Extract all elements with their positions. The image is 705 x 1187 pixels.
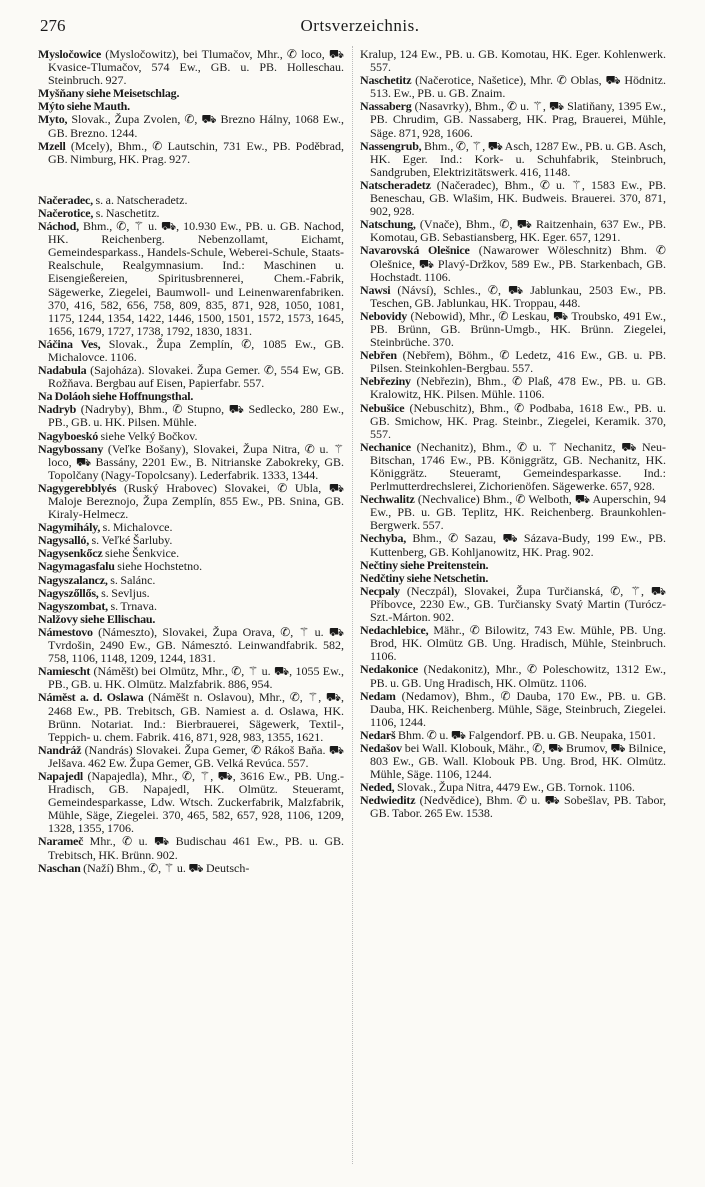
entry-headword: Načeradec,: [38, 192, 93, 207]
entry-text: s. Salánc.: [107, 572, 156, 587]
entry-text: (Mcely), Bhm., ✆ Lautschin, 731 Ew., PB. Poděbrad, GB. Nimburg, HK. Prag. 927.: [48, 138, 344, 166]
entry-headword: Myto,: [38, 112, 68, 127]
entry-headword: Namiescht: [38, 664, 91, 679]
entry-headword: Nedachlebice,: [360, 623, 429, 638]
entry-headword: Nebovidy: [360, 308, 408, 323]
gazetteer-entry: [38, 338, 344, 364]
entry-headword: Nechwalitz: [360, 492, 415, 507]
entry-headword: Nagyboeskó: [38, 428, 99, 443]
entry-headword: Naschetitz: [360, 73, 412, 88]
entry-text: Mähr., ✆ Bilowitz, 743 Ew. Mühle, PB. Ung. Brod, HK. Olmütz GB. Ung. Hradisch, Mühle, Steinbruch. 1106.: [370, 623, 666, 664]
gazetteer-entry: [360, 310, 666, 349]
entry-headword: Neded,: [360, 780, 395, 795]
entry-headword: Nagyszalancz,: [38, 572, 108, 587]
gazetteer-entry: [360, 663, 666, 689]
entry-text: Bhm., ✆ Sazau, ⛟ Sázava-Budy, 199 Ew., PB. Kuttenberg, GB. Kohljanowitz, HK. Prag. 902.: [370, 531, 666, 559]
gazetteer-entry: [38, 48, 344, 87]
entry-text: (Ruský Hrabovec) Slovakei, ✆ Ubla, ⛟ Maloje Bereznojo, Župa Zemplín, 855 Ew., PB. Snina, GB. Kiraly-Helmecz.: [48, 480, 344, 522]
entry-headword: Na Doláoh siehe Hoffnungsthal.: [38, 389, 194, 404]
entry-headword: Narameč: [38, 834, 84, 849]
entry-text: (Naží) Bhm., ✆, ⚚ u. ⛟ Deutsch-: [80, 860, 250, 875]
entry-headword: Nagymagasfalu: [38, 559, 115, 574]
entry-text: (Nasavrky), Bhm., ✆ u. ⚚, ⛟ Slatiňany, 1395 Ew., PB. Chrudim, GB. Nassaberg, HK. Prag, Brauerei, Mühle, Säge. 871, 928, 1606.: [370, 99, 666, 140]
page-number: 276: [40, 16, 66, 35]
entry-headword: Nalžovy siehe Ellischau.: [38, 611, 156, 626]
entry-headword: Nagyszőllős,: [38, 585, 99, 600]
entry-text: Bhm. ✆ u. ⛟ Falgendorf. PB. u. GB. Neupaka, 1501.: [395, 727, 656, 742]
page-header: [40, 16, 680, 44]
gazetteer-entry: [38, 691, 344, 743]
entry-headword: Navarovská Olešnice: [360, 243, 470, 258]
gazetteer-entry: [38, 626, 344, 665]
entry-text: (Veľke Bošany), Slovakei, Župa Nitra, ✆ u. ⚚ loco, ⛟ Bassány, 2201 Ew., B. Nitrianske Zabokreky, GB. Topolčany (Nagy-Topolcsany). Lederfabrik. 1333, 1344.: [48, 441, 344, 482]
entry-text: Mhr., ✆ u. ⛟ Budischau 461 Ew., PB. u. GB. Trebitsch, HK. Brünn. 902.: [48, 834, 344, 862]
entry-headword: Nedčtiny siehe Netschetin.: [360, 570, 489, 585]
entry-headword: Necpaly: [360, 583, 400, 598]
entry-text: siehe Hochstetno.: [114, 559, 203, 574]
entry-text: Bhm., ✆, ⚚ u. ⛟, 10.930 Ew., PB. u. GB. Nachod, HK. Reichenberg. Nebenzollamt, Eichamt, Gemeindesparkass., Handels-Schule, Weberei-Schule, Staats-Realschule, Realgymnasium. Ind.: Maschinen u. Eisengießereien, Spiritusbrennerei, Chem.-Fabrik, Sägewerke, Ziegelei, Baumwoll- und Leinenwarenfabriken. 370, 416, 582, 656, 758, 809, 835, 871, 928, 1050, 1081, 1175, 1244, 1354, 1422, 1446, 1500, 1501, 1572, 1573, 1645, 1656, 1679, 1727, 1738, 1792, 1830, 1831.: [48, 219, 344, 338]
entry-text: (Napajedla), Mhr., ✆, ⚚, ⛟, 3616 Ew., PB. Ung.-Hradisch, GB. Napajedl, HK. Olmütz. Steueramt, Gemeindesparkasse, Ldw. Wtsch. Zuckerfabrik, Malzfabrik, Mühle, Säge, Ziegelei. 370, 465, 582, 657, 928, 1106, 1209, 1328, 1355, 1706.: [48, 768, 344, 836]
entry-headword: Nedakonice: [360, 662, 419, 677]
gazetteer-entry: [360, 441, 666, 493]
entry-headword: Nagymihály,: [38, 520, 101, 535]
entry-text: (Nebuschitz), Bhm., ✆ Podbaba, 1618 Ew., PB. u. GB. Smichow, HK. Prag. Steinbr., Ziegelei, Keramik. 370, 557.: [370, 400, 666, 441]
entry-text: Slovak., Župa Zemplín, ✆, 1085 Ew., GB. Michalovce. 1106.: [48, 336, 344, 364]
gazetteer-entry: [38, 770, 344, 835]
entry-text: (Načerotice, Našetice), Mhr. ✆ Oblas, ⛟ Hödnitz. 513. Ew., PB. u. GB. Znaim.: [370, 73, 666, 101]
entry-headword: Nawsi: [360, 282, 391, 297]
entry-text: s. a. Natscheradetz.: [92, 192, 188, 207]
entry-headword: Nebušice: [360, 400, 405, 415]
entry-headword: Nagysenkőcz: [38, 546, 103, 561]
entry-headword: Nassengrub,: [360, 138, 422, 153]
entry-text: Slovak., Župa Zvolen, ✆, ⛟ Brezno Hálny, 1068 Ew., GB. Brezno. 1244.: [48, 112, 344, 140]
entry-text: (Náměšt) bei Olmütz, Mhr., ✆, ⚚ u. ⛟, 1055 Ew., PB., GB. u. HK. Olmütz. Malzfabrik. 886, 954.: [48, 664, 344, 692]
entry-text: (Nebřem), Böhm., ✆ Ledetz, 416 Ew., GB. u. PB. Pilsen. Steinkohlen-Bergbau. 557.: [370, 348, 666, 376]
entry-headword: Natschung,: [360, 217, 416, 232]
gazetteer-entry: [360, 585, 666, 624]
gazetteer-entry: [360, 532, 666, 558]
gazetteer-entry: [360, 218, 666, 244]
gazetteer-entry: [38, 113, 344, 139]
gazetteer-entry: [360, 690, 666, 729]
gazetteer-entry: [38, 364, 344, 390]
gazetteer-entry: [360, 244, 666, 283]
entry-headword: Naschan: [38, 860, 81, 875]
gazetteer-entry: [360, 794, 666, 820]
right-column: [360, 48, 666, 821]
entry-text: siehe Šenkvice.: [102, 546, 180, 561]
entry-text: (Načeradec), Bhm., ✆ u. ⚚, 1583 Ew., PB. Beneschau, GB. Wlašim, HK. Budweis. Brauerei. 370, 871, 902, 928.: [370, 177, 666, 219]
gazetteer-entry: [360, 375, 666, 401]
entry-text: (Vnače), Bhm., ✆, ⛟ Raitzenhain, 637 Ew., PB. Komotau, GB. Sebastiansberg, HK. Eger. 657, 1291.: [370, 217, 666, 245]
entry-headword: Nedwieditz: [360, 793, 416, 808]
entry-text: s. Michalovce.: [100, 520, 173, 535]
entry-headword: Nechyba,: [360, 531, 407, 546]
entry-text: (Náměšt n. Oslavou), Mhr., ✆, ⚚, ⛟, 2468 Ew., PB. Trebitsch, GB. Namiest a. d. Oslawa, HK. Brünn. Notariat. Ind.: Bierbrauerei, Sägewerk, Textil-, Teppich- u. chem. Fabrik. 416, 871, 928, 983, 1355, 1621.: [48, 690, 344, 744]
entry-headword: Nechanice: [360, 439, 411, 454]
entry-headword: Nadabula: [38, 363, 87, 378]
entry-headword: Náchod,: [38, 219, 79, 234]
entry-text: (Nawarower Wöleschnitz) Bhm. ✆ Olešnice, ⛟ Plavý-Držkov, 589 Ew., PB. Starkenbach, GB. Hochstadt. 1106.: [370, 243, 666, 284]
entry-text: (Nebowid), Mhr., ✆ Leskau, ⛟ Troubsko, 491 Ew., PB. Brünn, GB. Brünn-Umgb., HK. Brünn. Ziegelei, Steinbrüche. 370.: [370, 308, 666, 350]
column-divider: [352, 46, 353, 1164]
entry-text: s. Naschetitz.: [93, 205, 160, 220]
entry-headword: Natscheradetz: [360, 177, 431, 192]
entry-headword: Nagybossany: [38, 441, 104, 456]
entry-text: (Nandrás) Slovakei. Župa Gemer, ✆ Rákoš Baňa. ⛟ Jelšava. 462 Ew. Župa Gemer, GB. Velká Revúca. 557.: [48, 742, 344, 770]
running-title: Ortsverzeichnis.: [300, 16, 420, 35]
entry-text: (Sajoháza). Slovakei. Župa Gemer. ✆, 554 Ew, GB. Rožňava. Bergbau auf Eisen, Papierfabr. 557.: [48, 363, 344, 391]
entry-text: s. Trnava.: [107, 598, 157, 613]
gazetteer-entry: [360, 100, 666, 139]
entry-text: (Návsí), Schles., ✆, ⛟ Jablunkau, 2503 Ew., PB. Teschen, GB. Jablunkau, HK. Troppau, 448.: [370, 282, 666, 310]
entry-text: s. Sevljus.: [98, 585, 150, 600]
entry-headword: Náčina Ves,: [38, 336, 101, 351]
gazetteer-entry: [360, 624, 666, 663]
entry-headword: Mysločowice: [38, 47, 102, 61]
entry-headword: Napajedl: [38, 768, 84, 783]
entry-text: s. Veľké Šarluby.: [89, 533, 173, 548]
left-column: [38, 48, 344, 875]
gazetteer-entry: [38, 403, 344, 429]
entry-headword: Nedarš: [360, 727, 396, 742]
entry-text: Bhm., ✆, ⚚, ⛟ Asch, 1287 Ew., PB. u. GB. Asch, HK. Eger. Ind.: Kork- u. Schuhfabrik, Steinbruch, Sandgruben, Elektrizitätswerk. 416, 1148.: [370, 138, 666, 179]
entry-headword: Námestovo: [38, 624, 93, 639]
entry-headword: Nagysalló,: [38, 533, 90, 548]
entry-text: (Nedamov), Bhm., ✆ Dauba, 170 Ew., PB. u. GB. Dauba, HK. Reichenberg. Mühle, Säge, Steinbruch, Ziegelei. 1106, 1244.: [370, 688, 666, 729]
entry-text: (Nedakonitz), Mhr., ✆ Poleschowitz, 1312 Ew., PB. u. GB. Ung Hradisch, HK. Olmütz. 1106.: [370, 662, 666, 690]
entry-text: bei Wall. Klobouk, Mähr., ✆, ⛟ Brumov, ⛟ Bilnice, 803 Ew., GB. Wall. Klobouk PB. Ung. Brod, HK. Olmütz. Mühle, Säge. 1106, 1244.: [370, 740, 666, 782]
gazetteer-entry: [360, 349, 666, 375]
gazetteer-entry: [360, 402, 666, 441]
entry-text: (Nebřezin), Bhm., ✆ Plaß, 478 Ew., PB. u. GB. Kralowitz, HK. Pilsen. Mühle. 1106.: [370, 374, 666, 402]
entry-headword: Načerotice,: [38, 205, 94, 220]
entry-text: (Nechanitz), Bhm., ✆ u. ⚚ Nechanitz, ⛟ Neu-Bitschan, 1746 Ew., PB. Königgrätz, GB. Nechanitz, HK. Königgrätz. Steueramt, Gemeindesparkasse. Ind.: Perlmutterdrechslerei, Zichorienöfen. Sägewerke. 657, 928.: [370, 439, 666, 494]
entry-headword: Nedam: [360, 688, 396, 703]
entry-text: (Nechvalice) Bhm., ✆ Welboth, ⛟ Auperschin, 94 Ew., PB. u. GB. Teplitz, HK. Reichenberg. Braunkohlen-Bergwerk. 557.: [370, 492, 666, 533]
entry-headword: Nandráž: [38, 742, 82, 757]
entry-text: Kralup, 124 Ew., PB. u. GB. Komotau, HK. Eger. Kohlenwerk. 557.: [360, 47, 666, 75]
entry-text: siehe Velký Bočkov.: [98, 428, 198, 443]
gazetteer-entry: [360, 140, 666, 179]
entry-headword: Myšňany siehe Meisetschlag.: [38, 86, 180, 101]
entry-headword: Nedašov: [360, 740, 402, 755]
gazetteer-entry: [360, 493, 666, 532]
entry-headword: Mzell: [38, 138, 66, 153]
entry-headword: Mýto siehe Mauth.: [38, 99, 130, 114]
gazetteer-entry: [360, 48, 666, 74]
entry-headword: Nadryb: [38, 402, 77, 417]
gazetteer-entry: [38, 140, 344, 166]
entry-text: (Námeszto), Slovakei, Župa Orava, ✆, ⚚ u. ⛟ Tvrdošin, 2490 Ew., GB. Námesztó. Leinwandfabrik. 582, 758, 1106, 1148, 1209, 1244, 1831.: [48, 624, 344, 666]
entry-text: (Nedvědice), Bhm. ✆ u. ⛟ Sobešlav, PB. Tabor, GB. Tabor. 265 Ew. 1538.: [370, 793, 666, 821]
gazetteer-entry: [38, 835, 344, 861]
entry-text: (Mysločowitz), bei Tlumačov, Mhr., ✆ loco, ⛟ Kvasice-Tlumačov, 574 Ew., GB. u. PB. Holleschau. Steinbruch. 927.: [48, 47, 344, 88]
entry-headword: Nebřeziny: [360, 374, 411, 389]
entry-headword: Nebřen: [360, 348, 397, 363]
gazetteer-entry: [38, 482, 344, 521]
entry-headword: Nassaberg: [360, 99, 412, 114]
entry-text: (Nadryby), Bhm., ✆ Stupno, ⛟ Sedlecko, 280 Ew., PB., GB. u. HK. Pilsen. Mühle.: [48, 402, 344, 430]
entry-headword: Nagyszombat,: [38, 598, 108, 613]
gazetteer-entry: [38, 443, 344, 482]
entry-headword: Náměst a. d. Oslawa: [38, 690, 144, 705]
gazetteer-entry: [38, 220, 344, 338]
gazetteer-entry: [38, 665, 344, 691]
gazetteer-entry: [38, 744, 344, 770]
entry-headword: Nagygerebblyés: [38, 480, 117, 495]
gazetteer-entry: [360, 74, 666, 100]
gazetteer-entry: [360, 179, 666, 218]
entry-headword: Nečtiny siehe Preitenstein.: [360, 557, 489, 572]
entry-text: Slovak., Župa Nitra, 4479 Ew., GB. Tornok. 1106.: [394, 780, 635, 795]
gazetteer-entry: [38, 862, 344, 875]
gazetteer-entry: [360, 284, 666, 310]
gazetteer-entry: [360, 742, 666, 781]
entry-text: (Neczpál), Slovakei, Župa Turčianská, ✆, ⚚, ⛟ Příbovce, 2230 Ew., GB. Turčiansky Svatý Martin (Turócz-Szt.-Márton. 902.: [370, 583, 666, 625]
